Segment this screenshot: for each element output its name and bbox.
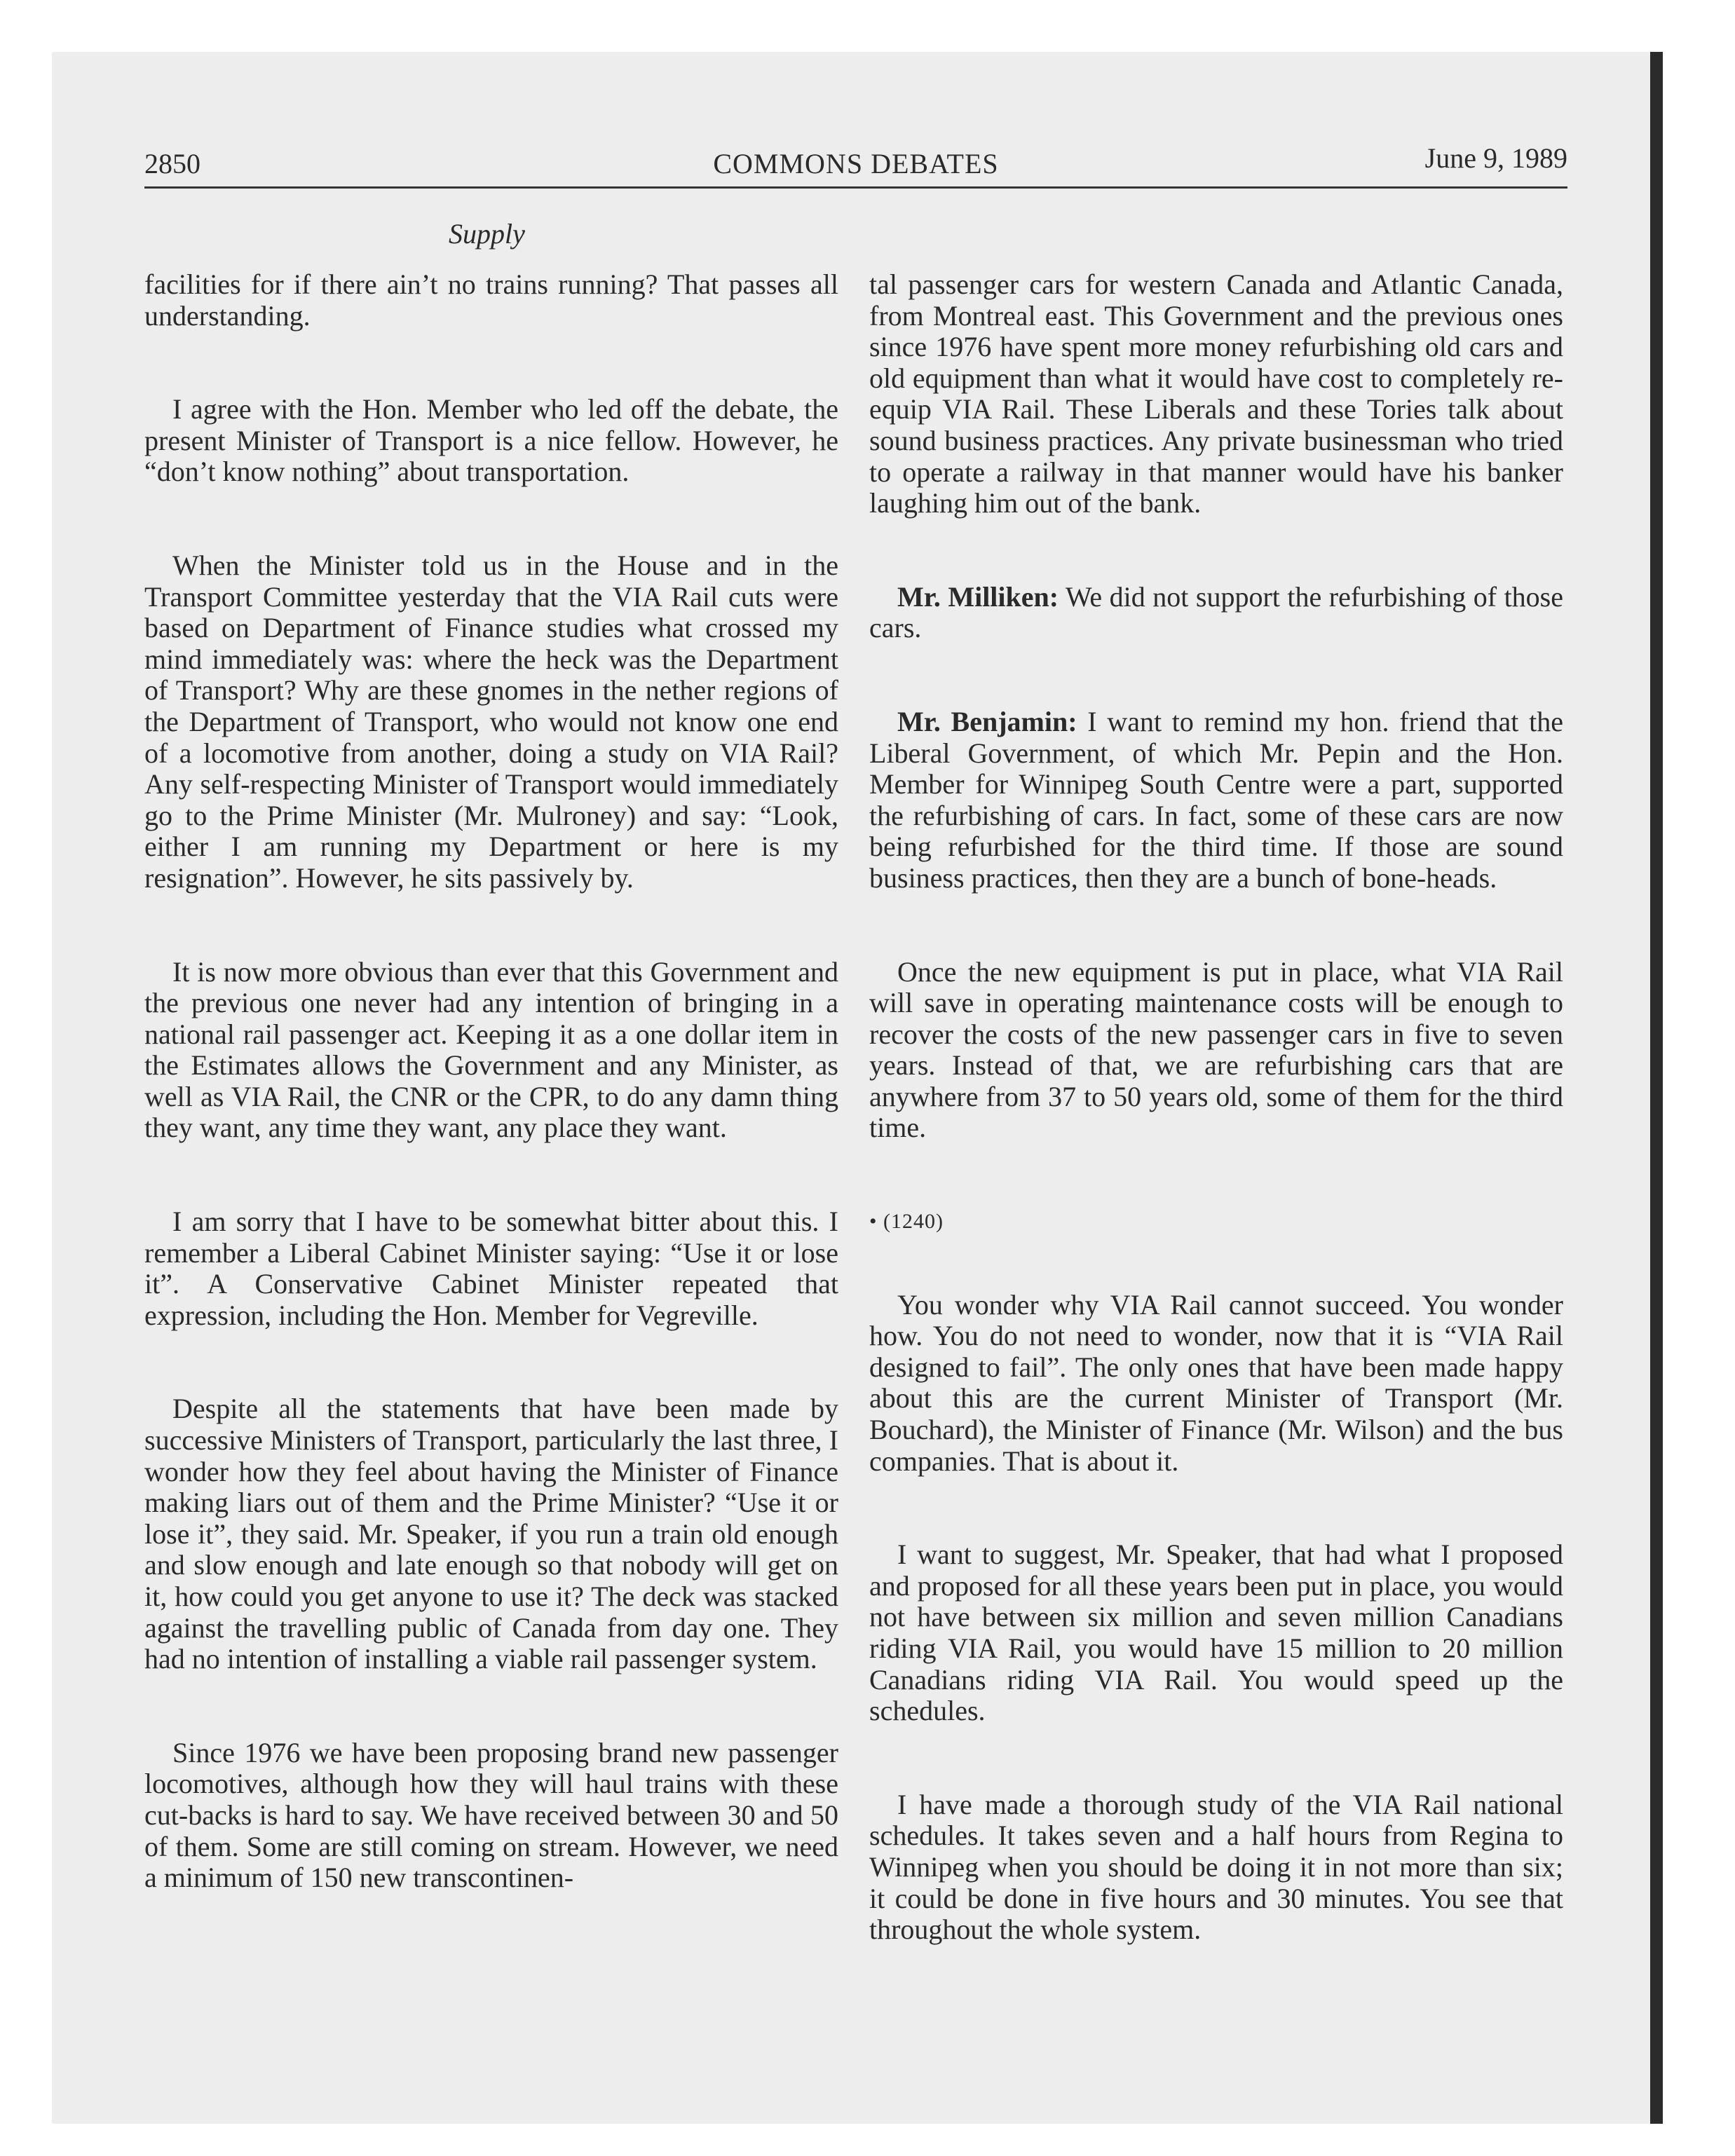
time-marker: • (1240): [869, 1210, 944, 1234]
paragraph: You wonder why VIA Rail cannot succeed. You wonder how. You do not need to wonder, now that it is “VIA Rail designed to fail”. The only ones that have been made happy about this are the current Minister of Transport (Mr. Bouchard), the Minister of Finance (Mr. Wilson) and the bus companies. That is about it.: [869, 1288, 1563, 1477]
speech-text: I want to remind my hon. friend that the Liberal Government, of which Mr. Pepin and the Hon. Member for Winnipeg South Centre were a part, supported the refurbishing of cars. In fact, some of these cars are now being refurbished for the third time. If those are sound business practices, then they are a bunch of bone-heads.: [869, 705, 1563, 894]
paragraph: Once the new equipment is put in place, what VIA Rail will save in operating maintenance costs will be enough to recover the costs of the new passenger cars in five to seven years. Instead of that, we are refurbishing cars that are anywhere from 37 to 50 years old, some of them for the third time.: [869, 955, 1563, 1144]
paragraph: Since 1976 we have been proposing brand new passenger locomotives, although how they will haul trains with these cut-backs is hard to say. We have received between 30 and 50 of them. Some are still coming on stream. However, we need a minimum of 150 new transcontinen-: [144, 1736, 838, 1894]
paragraph: Despite all the statements that have been made by successive Ministers of Transport, particularly the last three, I wonder how they feel about having the Minister of Finance making liars out of them and the Prime Minister? “Use it or lose it”, they said. Mr. Speaker, if you run a train old enough and slow enough and late enough so that nobody will get on it, how could you get anyone to use it? The deck was stacked against the travelling public of Canada from day one. They had no intention of installing a viable rail passenger system.: [144, 1393, 838, 1675]
left-column: [144, 269, 838, 1956]
scan-edge: [1650, 52, 1663, 2124]
speaker-name: Mr. Benjamin:: [897, 705, 1077, 737]
paragraph: I want to suggest, Mr. Speaker, that had what I proposed and proposed for all these years been put in place, you would not have between six million and seven million Canadians riding VIA Rail, you would have 15 million to 20 million Canadians riding VIA Rail. You would speed up the schedules.: [869, 1538, 1563, 1727]
paragraph: [869, 582, 1563, 644]
header-rule: [144, 186, 1567, 189]
paragraph: When the Minister told us in the House and in the Transport Committee yesterday that the VIA Rail cuts were based on Department of Finance studies what crossed my mind immediately was: where the heck was the Department of Transport? Why are these gnomes in the nether regions of the Department of Transport, who would not know one end of a locomotive from another, doing a study on VIA Rail? Any self-respecting Minister of Transport would immediately go to the Prime Minister (Mr. Mulroney) and say: “Look, either I am running my Department or here is my resignation”. However, he sits passively by.: [144, 549, 838, 894]
paragraph: It is now more obvious than ever that this Government and the previous one never had any intention of bringing in a national rail passenger act. Keeping it as a one dollar item in the Estimates allows the Government and any Minister, as well as VIA Rail, the CNR or the CPR, to do any damn thing they want, any time they want, any place they want.: [144, 955, 838, 1144]
section-heading: Supply: [449, 218, 525, 250]
paragraph: facilities for if there ain’t no trains running? That passes all understanding.: [144, 268, 838, 332]
right-column: [869, 269, 1563, 2008]
paragraph: I have made a thorough study of the VIA Rail national schedules. It takes seven and a half hours from Regina to Winnipeg when you should be doing it in not more than six; it could be done in five hours and 30 minutes. You see that throughout the whole system.: [869, 1788, 1563, 1946]
paragraph: tal passenger cars for western Canada and Atlantic Canada, from Montreal east. This Government and the previous ones since 1976 have spent more money refurbishing old cars and old equipment than what it would have cost to completely re-equip VIA Rail. These Liberals and these Tories talk about sound business practices. Any private businessman who tried to operate a railway in that manner would have his banker laughing him out of the bank.: [869, 268, 1563, 519]
speech-text: We did not support the refurbishing of those cars.: [869, 580, 1564, 644]
paragraph: I am sorry that I have to be somewhat bitter about this. I remember a Liberal Cabinet Minister saying: “Use it or lose it”. A Conservative Cabinet Minister repeated that expression, including the Hon. Member for Vegreville.: [144, 1206, 838, 1331]
paragraph: I agree with the Hon. Member who led off the debate, the present Minister of Transport is a nice fellow. However, he “don’t know nothing” about transportation.: [144, 393, 838, 488]
page-number: 2850: [144, 148, 200, 179]
speaker-name: Mr. Milliken:: [897, 580, 1059, 613]
paragraph: [869, 707, 1563, 894]
publication-date: June 9, 1989: [1424, 142, 1567, 174]
publication-title: COMMONS DEBATES: [713, 148, 999, 179]
